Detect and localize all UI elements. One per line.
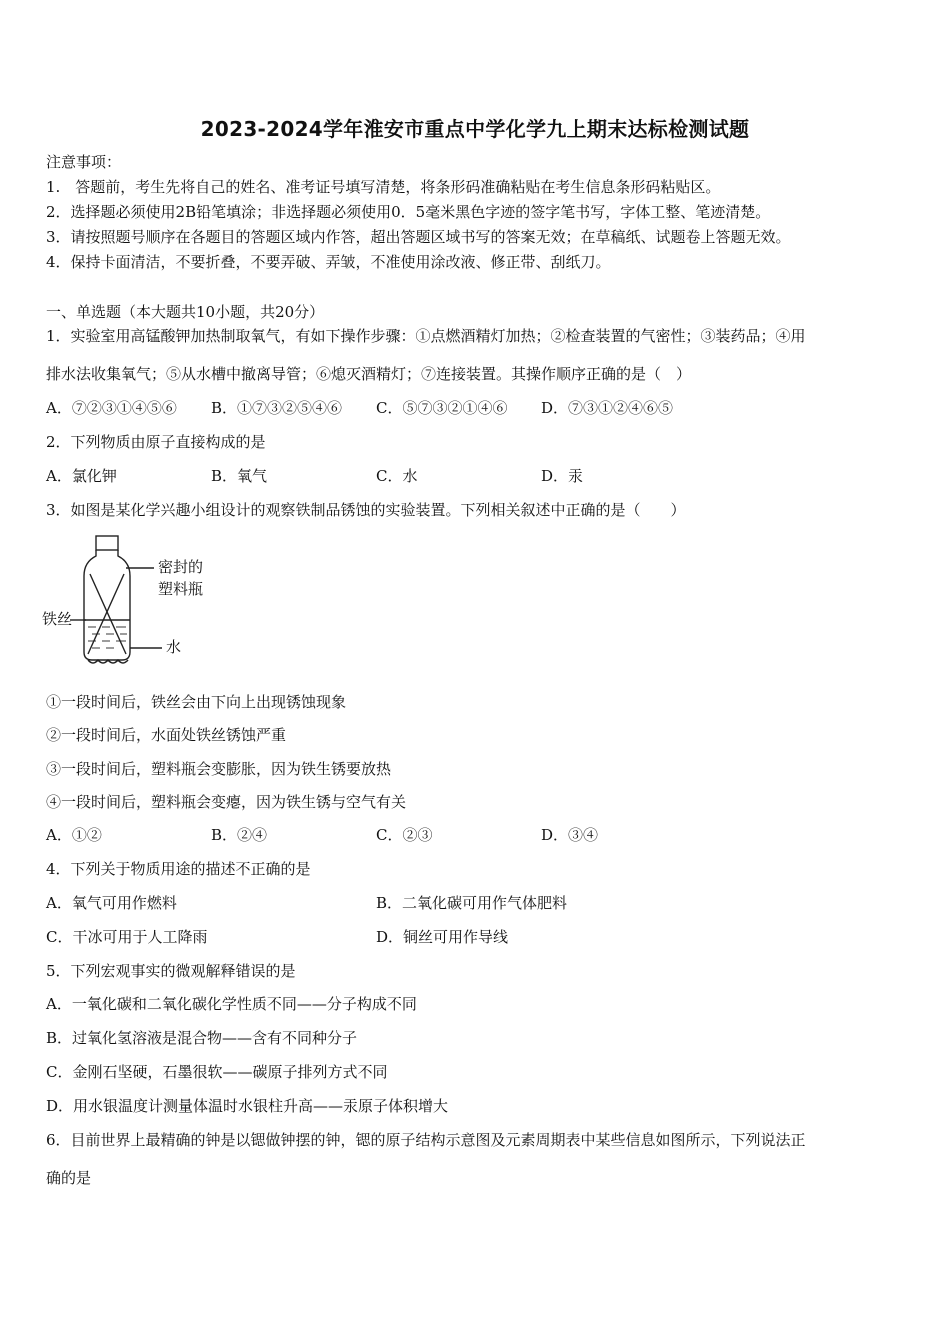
q6-stem-line2: 确的是 — [46, 1169, 92, 1187]
q1-option-b: B．①⑦③②⑤④⑥ — [211, 399, 343, 417]
q1-option-d: D．⑦③①②④⑥⑤ — [541, 399, 674, 417]
q1-stem-line1: 1．实验室用高锰酸钾加热制取氧气，有如下操作步骤：①点燃酒精灯加热；②检查装置的气密性；③装药品；④用 — [46, 327, 806, 345]
label-iron-wire: 铁丝 — [42, 610, 73, 628]
section-heading: 一、单选题（本大题共10小题，共20分） — [46, 303, 325, 321]
q2-stem: 2．下列物质由原子直接构成的是 — [46, 433, 266, 451]
notice-item-3: 3．请按照题号顺序在各题目的答题区域内作答，超出答题区域书写的答案无效；在草稿纸、试题卷上答题无效。 — [46, 228, 791, 246]
iron-wire-2 — [88, 574, 124, 654]
q1-option-a: A．⑦②③①④⑤⑥ — [46, 399, 177, 417]
rust-experiment-figure — [40, 532, 230, 672]
q3-statement-2: ②一段时间后，水面处铁丝锈蚀严重 — [46, 726, 287, 744]
q6-stem-line1: 6．目前世界上最精确的钟是以锶做钟摆的钟，锶的原子结构示意图及元素周期表中某些信息如图所示，下列说法正 — [46, 1131, 806, 1149]
q5-option-b: B．过氧化氢溶液是混合物——含有不同种分子 — [46, 1029, 358, 1047]
q1-stem-line2: 排水法收集氧气；⑤从水槽中撤离导管；⑥熄灭酒精灯；⑦连接装置。其操作顺序正确的是（ ） — [46, 365, 692, 383]
iron-wire-1 — [90, 574, 126, 654]
q2-option-a: A．氯化钾 — [46, 467, 117, 485]
q3-option-b: B．②④ — [211, 826, 268, 844]
q5-option-a: A．一氧化碳和二氧化碳化学性质不同——分子构成不同 — [46, 995, 417, 1013]
notice-item-2: 2．选择题必须使用2B铅笔填涂；非选择题必须使用0．5毫米黑色字迹的签字笔书写，字体工整、笔迹清楚。 — [46, 203, 771, 221]
bottle-body — [84, 550, 130, 660]
bottle-diagram — [40, 532, 230, 672]
q2-option-c: C．水 — [376, 467, 418, 485]
label-water: 水 — [166, 638, 182, 656]
q5-option-d: D．用水银温度计测量体温时水银柱升高——汞原子体积增大 — [46, 1097, 449, 1115]
q4-stem: 4．下列关于物质用途的描述不正确的是 — [46, 860, 311, 878]
q3-statement-3: ③一段时间后，塑料瓶会变膨胀，因为铁生锈要放热 — [46, 760, 392, 778]
q4-option-b: B．二氧化碳可用作气体肥料 — [376, 894, 568, 912]
label-plastic-bottle: 塑料瓶 — [158, 580, 204, 598]
q3-stem: 3．如图是某化学兴趣小组设计的观察铁制品锈蚀的实验装置。下列相关叙述中正确的是（ ） — [46, 501, 686, 519]
q1-option-c: C．⑤⑦③②①④⑥ — [376, 399, 508, 417]
q2-option-d: D．汞 — [541, 467, 584, 485]
notice-item-4: 4．保持卡面清洁，不要折叠，不要弄破、弄皱，不准使用涂改液、修正带、刮纸刀。 — [46, 253, 611, 271]
q4-option-c: C．干冰可用于人工降雨 — [46, 928, 208, 946]
q3-statement-4: ④一段时间后，塑料瓶会变瘪，因为铁生锈与空气有关 — [46, 793, 407, 811]
notice-heading: 注意事项： — [46, 153, 122, 171]
notice-item-1: 1. 答题前，考生先将自己的姓名、准考证号填写清楚，将条形码准确粘贴在考生信息条形码粘贴区。 — [46, 178, 721, 196]
label-sealed: 密封的 — [158, 558, 204, 576]
q4-option-a: A．氧气可用作燃料 — [46, 894, 177, 912]
bottle-cap — [96, 536, 118, 550]
q3-option-a: A．①② — [46, 826, 102, 844]
q4-option-d: D．铜丝可用作导线 — [376, 928, 509, 946]
q3-option-c: C．②③ — [376, 826, 433, 844]
q3-option-d: D．③④ — [541, 826, 599, 844]
q2-option-b: B．氧气 — [211, 467, 268, 485]
q5-stem: 5．下列宏观事实的微观解释错误的是 — [46, 962, 296, 980]
q3-statement-1: ①一段时间后，铁丝会由下向上出现锈蚀现象 — [46, 693, 347, 711]
page-title: 2023-2024学年淮安市重点中学化学九上期末达标检测试题 — [200, 117, 750, 141]
q5-option-c: C．金刚石坚硬，石墨很软——碳原子排列方式不同 — [46, 1063, 388, 1081]
